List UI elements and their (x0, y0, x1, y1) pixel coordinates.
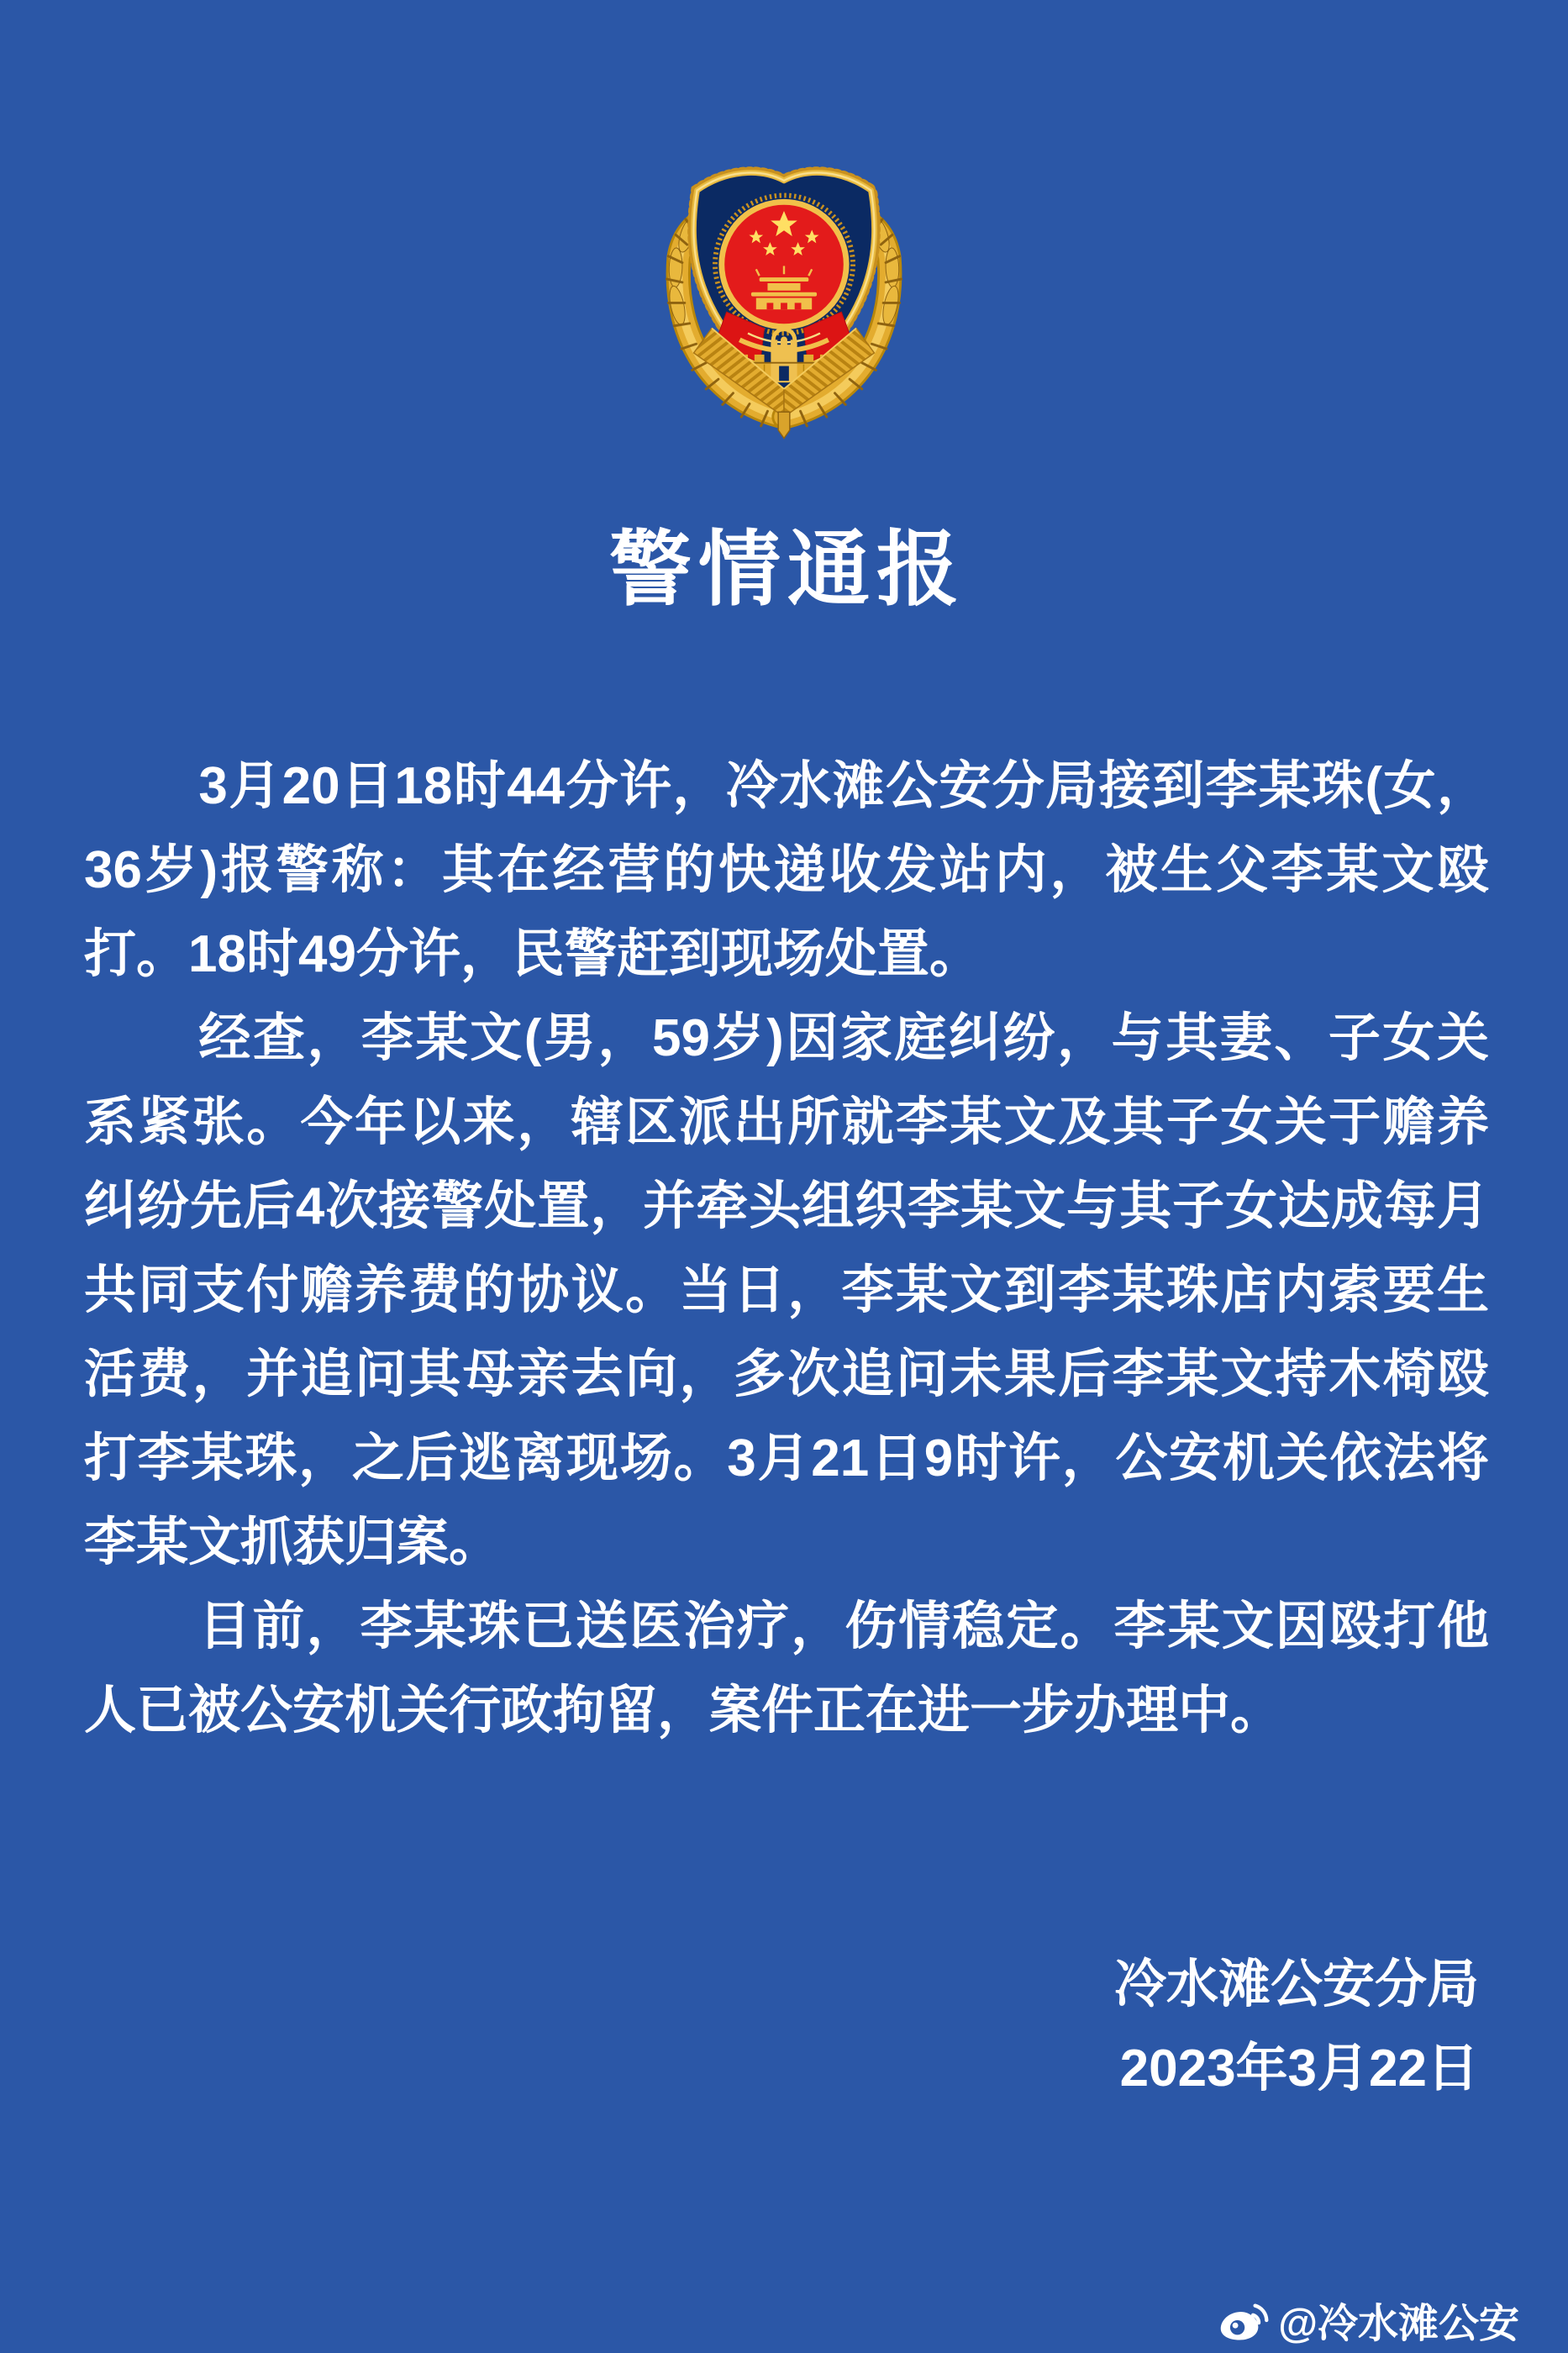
weibo-icon (1218, 2298, 1270, 2343)
notice-paragraph-2: 经查，李某文(男，59岁)因家庭纠纷，与其妻、子女关系紧张。今年以来，辖区派出所就李某文及其子女关于赡养纠纷先后4次接警处置，并牵头组织李某文与其子女达成每月共同支付赡养费的协议。当日，李某文到李某珠店内索要生活费，并追问其母亲去向，多次追问未果后李某文持木椅殴打李某珠，之后逃离现场。3月21日9时许，公安机关依法将李某文抓获归案。 (84, 1009, 1489, 1571)
police-badge-emblem (645, 143, 923, 445)
notice-paragraph-1: 3月20日18时44分许，冷水滩公安分局接到李某珠(女，36岁)报警称：其在经营的快递收发站内，被生父李某文殴打。18时49分许，民警赶到现场处置。 (84, 757, 1489, 983)
notice-paragraph-3: 目前，李某珠已送医治疗，伤情稳定。李某文因殴打他人已被公安机关行政拘留，案件正在进一步办理中。 (84, 1598, 1489, 1740)
signature-block (1114, 1943, 1479, 2111)
weibo-attribution (1218, 2291, 1519, 2349)
signature-date: 2023年3月22日 (1119, 2040, 1479, 2098)
notice-title: 警情通报 (608, 523, 966, 615)
weibo-handle: @冷水滩公安 (1278, 2302, 1519, 2346)
signature-agency: 冷水滩公安分局 (1113, 1956, 1479, 2013)
notice-body (84, 745, 1489, 1753)
